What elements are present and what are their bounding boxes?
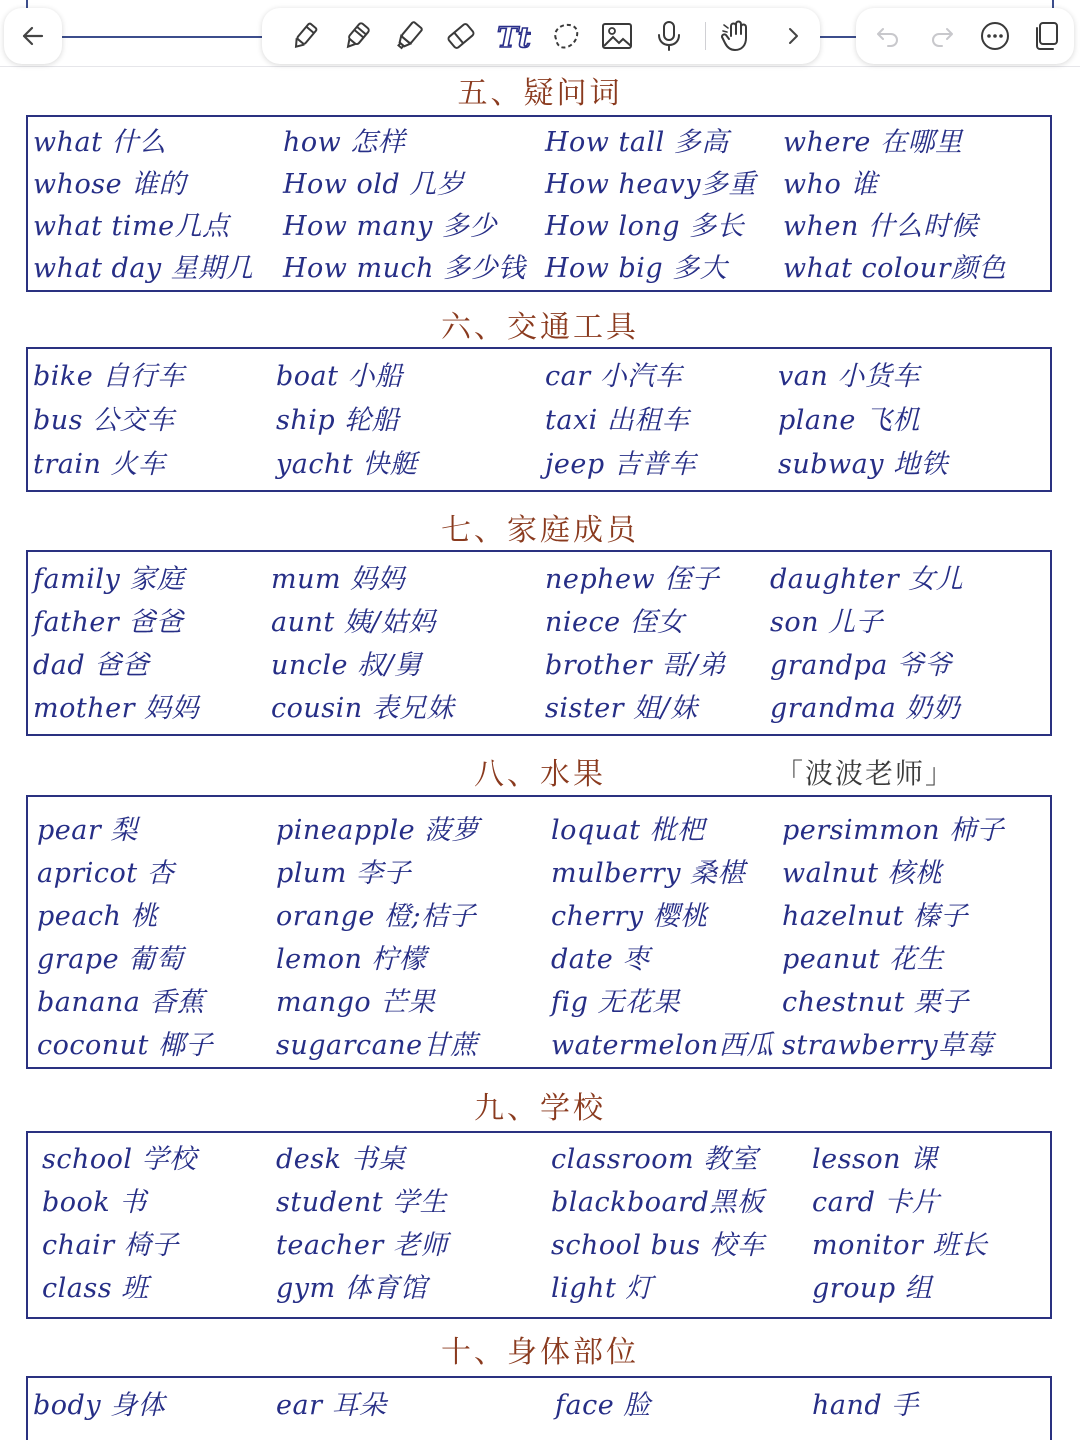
vocabulary-entry: loquat 枇杷 [551,815,705,846]
eraser-tool-button[interactable] [433,8,489,64]
text-tool-icon [495,19,531,53]
hand-pointer-icon [720,19,754,53]
vocabulary-entry: sugarcane甘蔗 [276,1030,478,1061]
section-heading: 十、身体部位 [441,1335,639,1370]
highlighter-tool-button[interactable] [381,8,437,64]
vocabulary-entry: monitor 班长 [812,1230,988,1261]
vocabulary-entry: mum 妈妈 [271,564,406,595]
section-heading: 六、交通工具 [441,310,639,345]
marker-tool-button[interactable] [329,8,385,64]
vocabulary-entry: school bus 校车 [551,1230,765,1261]
eraser-icon [444,19,478,53]
vocabulary-entry: aunt 姨/姑妈 [271,607,436,638]
more-icon [979,20,1011,52]
chevron-right-icon [782,25,804,47]
vocabulary-entry: chestnut 栗子 [782,987,969,1018]
vocabulary-entry: date 枣 [551,944,650,975]
section-heading: 五、疑问词 [457,76,623,111]
vocabulary-entry: How heavy多重 [545,169,756,200]
vocabulary-entry: pear 梨 [37,815,138,846]
vocabulary-entry: How big 多大 [545,253,728,284]
vocabulary-entry: boat 小船 [276,361,403,392]
vocabulary-entry: niece 侄女 [545,607,685,638]
vocabulary-entry: dad 爸爸 [33,650,150,681]
title-rule-right [818,36,858,38]
more-options-button[interactable] [967,8,1023,64]
vocabulary-entry: hazelnut 榛子 [782,901,969,932]
vocabulary-entry: lemon 柠檬 [276,944,427,975]
vocabulary-entry: bike 自行车 [33,361,185,392]
vocabulary-entry: train 火车 [33,449,166,480]
section-heading: 七、家庭成员 [441,513,639,548]
vocabulary-entry: peach 桃 [37,901,158,932]
vocabulary-entry: school 学校 [42,1144,197,1175]
vocabulary-entry: apricot 杏 [37,858,175,889]
vocabulary-entry: father 爸爸 [33,607,184,638]
vocabulary-entry: How tall 多高 [545,127,729,158]
vocabulary-entry: classroom 教室 [551,1144,759,1175]
vocabulary-entry: where 在哪里 [783,127,963,158]
vocabulary-entry: fig 无花果 [551,987,680,1018]
vocabulary-entry: plum 李子 [276,858,411,889]
undo-button[interactable] [860,8,916,64]
vocabulary-entry: ship 轮船 [276,405,400,436]
vocabulary-entry: car 小汽车 [545,361,683,392]
image-tool-button[interactable] [589,8,645,64]
vocabulary-entry: nephew 侄子 [545,564,720,595]
vocabulary-entry: How old 几岁 [283,169,465,200]
vocabulary-entry: How much 多少钱 [283,253,526,284]
pen-tool-button[interactable] [277,8,333,64]
vocabulary-entry: face 脸 [555,1390,651,1421]
vocabulary-entry: son 儿子 [770,607,884,638]
vocabulary-entry: cousin 表兄妹 [271,693,455,724]
vocabulary-entry: who 谁 [783,169,878,200]
vocabulary-entry: mulberry 桑椹 [551,858,746,889]
vocabulary-entry: what 什么 [33,127,167,158]
vocabulary-entry: peanut 花生 [782,944,945,975]
vocabulary-entry: van 小货车 [778,361,920,392]
undo-icon [874,24,902,48]
vocabulary-entry: daughter 女儿 [770,564,964,595]
vocabulary-entry: whose 谁的 [33,169,187,200]
vocabulary-entry: walnut 核桃 [782,858,943,889]
vocabulary-entry: ear 耳朵 [276,1390,387,1421]
vocabulary-entry: family 家庭 [33,564,185,595]
vocabulary-entry: strawberry草莓 [782,1030,994,1061]
vocabulary-entry: banana 香蕉 [37,987,205,1018]
vocabulary-entry: grandma 奶奶 [770,693,961,724]
vocabulary-entry: card 卡片 [812,1187,940,1218]
vocabulary-entry: hand 手 [812,1390,919,1421]
vocabulary-entry: book 书 [42,1187,147,1218]
vocabulary-entry: uncle 叔/舅 [271,650,422,681]
image-icon [600,19,634,53]
vocabulary-entry: bus 公交车 [33,405,175,436]
toolbar-separator [705,22,706,50]
vocabulary-entry: light 灯 [551,1273,653,1304]
vocabulary-entry: persimmon 柿子 [782,815,1005,846]
vocabulary-entry: watermelon西瓜 [551,1030,774,1061]
vocabulary-entry: lesson 课 [812,1144,938,1175]
vocabulary-entry: cherry 樱桃 [551,901,708,932]
vocabulary-entry: pineapple 菠萝 [276,815,480,846]
vocabulary-entry: subway 地铁 [778,449,949,480]
vocabulary-entry: How many 多少 [283,211,497,242]
vocabulary-entry: brother 哥/弟 [545,650,726,681]
redo-icon [928,24,956,48]
title-rule-left [60,36,270,38]
vocabulary-entry: grandpa 爷爷 [770,650,952,681]
lasso-tool-button[interactable] [537,8,593,64]
vocabulary-entry: yacht 快艇 [276,449,418,480]
vocabulary-entry: orange 橙;桔子 [276,901,477,932]
vocabulary-entry: student 学生 [276,1187,448,1218]
vocabulary-entry: group 组 [812,1273,933,1304]
vocabulary-entry: blackboard黑板 [551,1187,765,1218]
vocabulary-entry: mother 妈妈 [33,693,200,724]
microphone-icon [652,19,686,53]
text-tool-button[interactable] [485,8,541,64]
section-heading: 九、学校 [474,1091,606,1126]
vocabulary-entry: taxi 出租车 [545,405,690,436]
vocabulary-entry: gym 体育馆 [276,1273,428,1304]
pages-icon [1031,20,1061,52]
marker-icon [340,19,374,53]
vocabulary-entry: when 什么时候 [783,211,978,242]
vocabulary-entry: coconut 椰子 [37,1030,213,1061]
vocabulary-entry: plane 飞机 [778,405,920,436]
section-heading: 八、水果 [474,757,606,792]
arrow-left-icon [20,23,46,49]
vocabulary-entry: teacher 老师 [276,1230,448,1261]
svg-text:Tt: Tt [497,21,531,53]
back-button[interactable] [5,8,61,64]
vocabulary-entry: mango 芒果 [276,987,436,1018]
redo-button[interactable] [914,8,970,64]
vocabulary-entry: sister 姐/妹 [545,693,698,724]
vocabulary-entry: what time几点 [33,211,230,242]
vocabulary-entry: class 班 [42,1273,149,1304]
pen-icon [288,19,322,53]
teacher-signature: 「波波老师」 [775,757,956,790]
vocabulary-entry: desk 书桌 [276,1144,406,1175]
vocabulary-entry: grape 葡萄 [37,944,184,975]
vocabulary-entry: what day 星期几 [33,253,254,284]
vocabulary-entry: How long 多长 [545,211,745,242]
vocabulary-entry: jeep 吉普车 [545,449,697,480]
microphone-tool-button[interactable] [641,8,697,64]
toolbar-divider-line [0,66,1080,67]
highlighter-icon [392,19,426,53]
lasso-icon [548,19,582,53]
pages-button[interactable] [1018,8,1074,64]
vocabulary-entry: what colour颜色 [783,253,1007,284]
pointer-tool-button[interactable] [709,8,765,64]
vocabulary-entry: how 怎样 [283,127,406,158]
vocabulary-entry: body 身体 [33,1390,166,1421]
vocabulary-entry: chair 椅子 [42,1230,179,1261]
more-tools-button[interactable] [765,8,821,64]
